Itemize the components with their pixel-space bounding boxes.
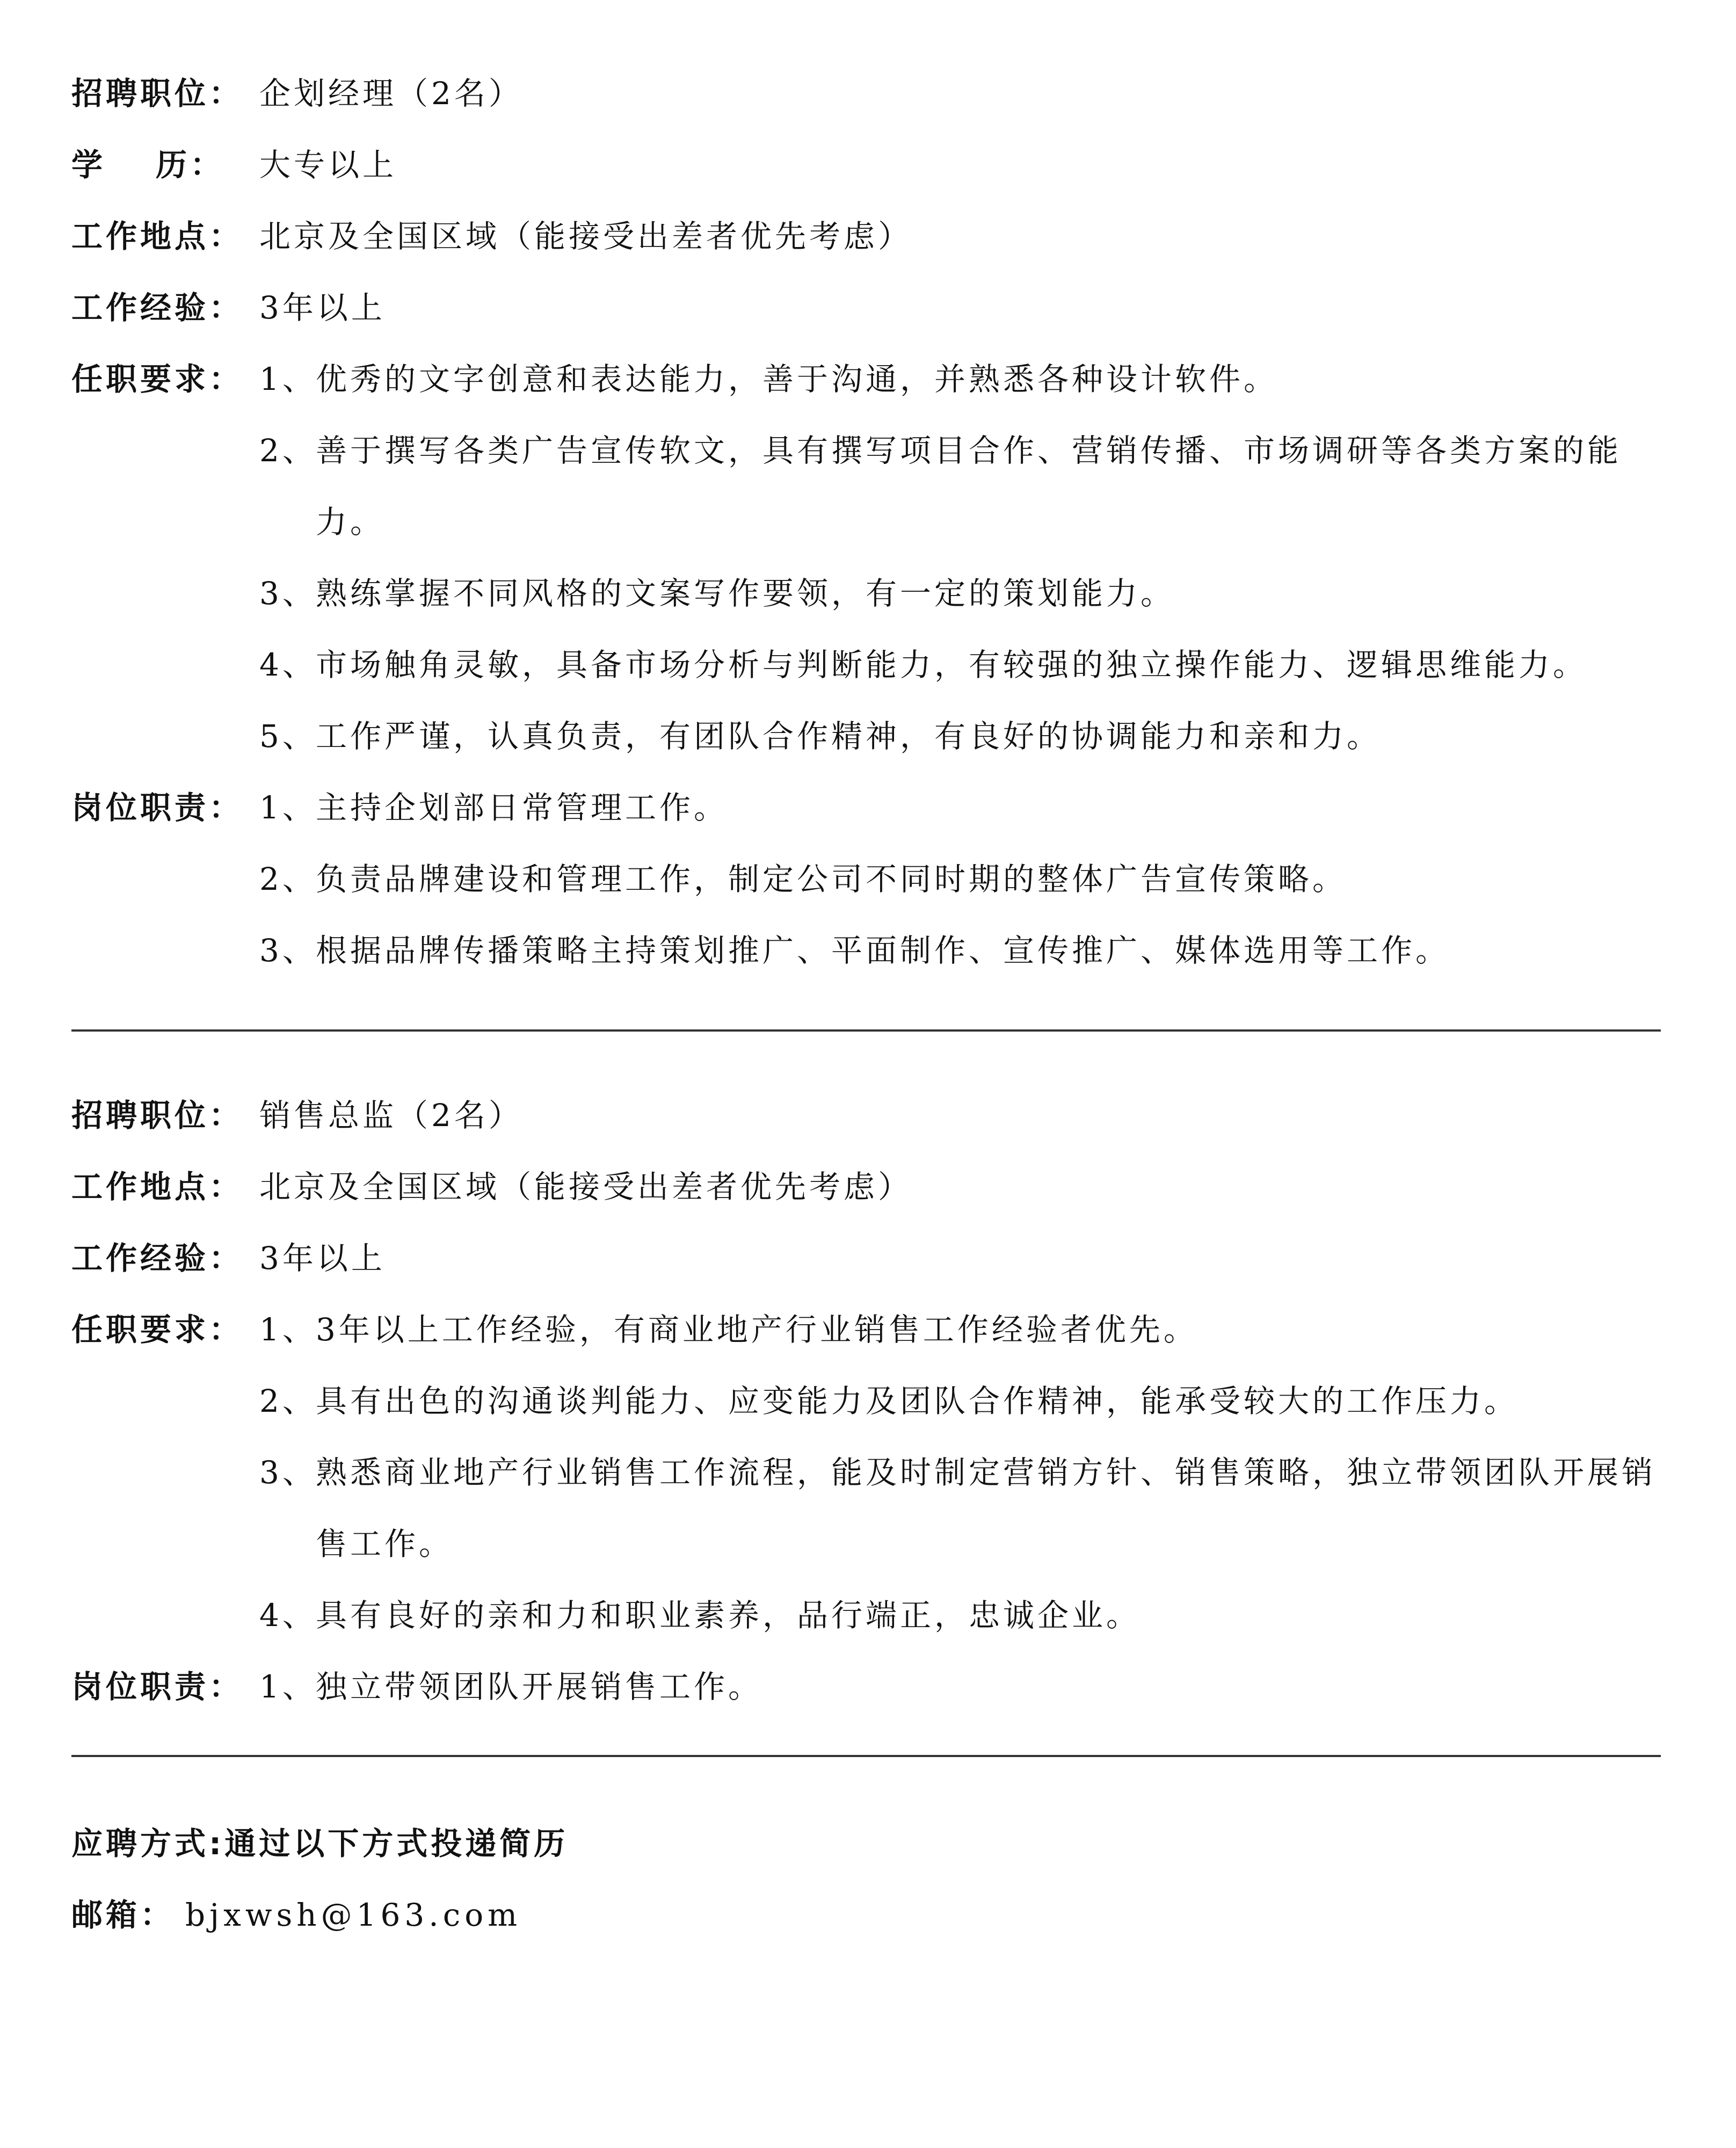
location-value: 北京及全国区域（能接受出差者优先考虑）: [259, 1169, 913, 1205]
item-number: 3、: [259, 1454, 317, 1491]
list-item: [259, 344, 1661, 415]
list-item: [259, 844, 1661, 915]
list-item: [259, 558, 1661, 629]
list-item: [259, 1651, 1661, 1723]
experience-row: [71, 1223, 1661, 1294]
item-number: 4、: [259, 647, 317, 683]
email-value[interactable]: bjxwsh@163.com: [185, 1897, 522, 1933]
item-number: 2、: [259, 1383, 317, 1419]
section-divider: [71, 1755, 1661, 1757]
item-number: 1、: [259, 789, 317, 826]
item-text: 3年以上工作经验，有商业地产行业销售工作经验者优先。: [316, 1311, 1198, 1348]
list-item: [259, 1294, 1661, 1366]
education-label-part-a: 学: [71, 147, 106, 183]
item-text: 根据品牌传播策略主持策划推广、平面制作、宣传推广、媒体选用等工作。: [316, 932, 1450, 969]
item-text: 主持企划部日常管理工作。: [316, 789, 729, 826]
item-number: 4、: [259, 1597, 317, 1634]
list-item: [259, 629, 1661, 701]
duties-label: 岗位职责：: [71, 789, 244, 826]
item-text: 工作严谨，认真负责，有团队合作精神，有良好的协调能力和亲和力。: [316, 718, 1382, 754]
requirements-label: 任职要求：: [71, 1311, 244, 1348]
apply-method-value: 通过以下方式投递简历: [224, 1825, 569, 1862]
list-item: [259, 701, 1661, 772]
duties-label: 岗位职责：: [71, 1668, 244, 1705]
location-row: [71, 201, 1661, 272]
item-number: 2、: [259, 432, 317, 469]
job-section-sales-director: [71, 1080, 1661, 1723]
location-row: [71, 1151, 1661, 1223]
list-item: [259, 1580, 1661, 1651]
location-label: 工作地点：: [71, 1169, 244, 1205]
item-text: 优秀的文字创意和表达能力，善于沟通，并熟悉各种设计软件。: [316, 361, 1279, 397]
item-text: 具有出色的沟通谈判能力、应变能力及团队合作精神，能承受较大的工作压力。: [316, 1383, 1519, 1419]
item-number: 5、: [259, 718, 317, 754]
experience-value: 3年以上: [259, 289, 386, 326]
requirements-row: [71, 1294, 1661, 1651]
item-text: 熟悉商业地产行业销售工作流程，能及时制定营销方针、销售策略，独立带领团队开展销售工作。: [316, 1454, 1657, 1562]
experience-row: [71, 272, 1661, 344]
duties-list: [259, 772, 1661, 986]
item-number: 2、: [259, 861, 317, 897]
application-section: [71, 1808, 1661, 1951]
requirements-row: [71, 344, 1661, 772]
position-row: [71, 58, 1661, 129]
duties-row: [71, 1651, 1661, 1723]
list-item: [259, 415, 1661, 558]
experience-label: 工作经验：: [71, 289, 244, 326]
item-number: 1、: [259, 1311, 317, 1348]
apply-method-row: [71, 1808, 1661, 1880]
requirements-list: [259, 1294, 1661, 1651]
list-item: [259, 1437, 1661, 1580]
item-text: 市场触角灵敏，具备市场分析与判断能力，有较强的独立操作能力、逻辑思维能力。: [316, 647, 1588, 683]
item-text: 善于撰写各类广告宣传软文，具有撰写项目合作、营销传播、市场调研等各类方案的能力。: [316, 432, 1622, 540]
item-text: 独立带领团队开展销售工作。: [316, 1668, 763, 1705]
position-label: 招聘职位：: [71, 1097, 244, 1134]
education-label-part-b: 历：: [155, 147, 224, 183]
location-label: 工作地点：: [71, 218, 244, 255]
duties-list: [259, 1651, 1661, 1723]
item-number: 1、: [259, 361, 317, 397]
item-number: 3、: [259, 575, 317, 612]
location-value: 北京及全国区域（能接受出差者优先考虑）: [259, 218, 913, 255]
list-item: [259, 915, 1661, 986]
duties-row: [71, 772, 1661, 986]
requirements-label: 任职要求：: [71, 361, 244, 397]
position-label: 招聘职位：: [71, 75, 244, 112]
item-text: 负责品牌建设和管理工作，制定公司不同时期的整体广告宣传策略。: [316, 861, 1347, 897]
education-row: [71, 129, 1661, 201]
position-row: [71, 1080, 1661, 1151]
section-divider: [71, 1029, 1661, 1032]
email-row: [71, 1880, 1661, 1951]
job-section-planning-manager: [71, 58, 1661, 986]
experience-value: 3年以上: [259, 1240, 386, 1276]
email-label: 邮箱：: [71, 1897, 175, 1933]
position-value: 销售总监（2名）: [259, 1097, 523, 1134]
position-value: 企划经理（2名）: [259, 75, 523, 112]
education-label: [71, 129, 259, 201]
experience-label: 工作经验：: [71, 1240, 244, 1276]
job-posting-document: [71, 58, 1661, 1951]
item-text: 具有良好的亲和力和职业素养，品行端正，忠诚企业。: [316, 1597, 1141, 1634]
item-number: 1、: [259, 1668, 317, 1705]
item-text: 熟练掌握不同风格的文案写作要领，有一定的策划能力。: [316, 575, 1175, 612]
item-number: 3、: [259, 932, 317, 969]
apply-method-label: 应聘方式:: [71, 1825, 225, 1862]
education-value: 大专以上: [259, 147, 397, 183]
list-item: [259, 1366, 1661, 1437]
requirements-list: [259, 344, 1661, 772]
list-item: [259, 772, 1661, 844]
